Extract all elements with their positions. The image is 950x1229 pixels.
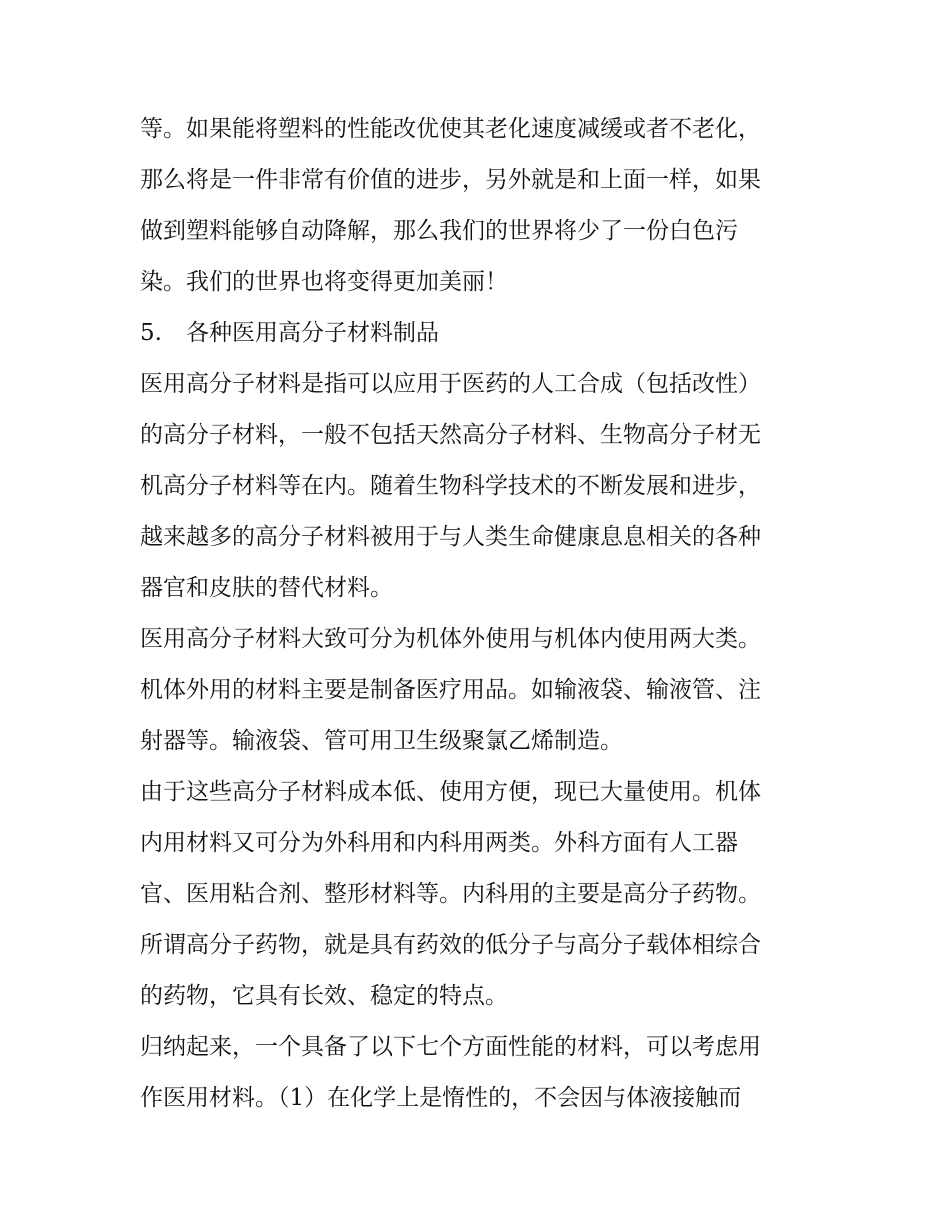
text-line: 医用高分子材料是指可以应用于医药的人工合成（包括改性） [140,371,761,397]
section-title: 各种医用高分子材料制品 [186,320,439,346]
text-line: 等。如果能将塑料的性能改优使其老化速度减缓或者不老化， [140,116,761,142]
text-line: 那么将是一件非常有价值的进步，另外就是和上面一样，如果 [140,167,761,193]
text-line: 机体外用的材料主要是制备医疗用品。如输液袋、输液管、注 [140,677,761,703]
text-line: 官、医用粘合剂、整形材料等。内科用的主要是高分子药物。 [140,881,761,907]
text-line: 的药物，它具有长效、稳定的特点。 [140,983,508,1009]
text-line: 机高分子材料等在内。随着生物科学技术的不断发展和进步， [140,473,761,499]
section-number: 5. [140,320,162,346]
text-line: 作医用材料。（1）在化学上是惰性的，不会因与体液接触而 [140,1085,742,1111]
text-line: 的高分子材料，一般不包括天然高分子材料、生物高分子材无 [140,422,761,448]
text-line: 所谓高分子药物，就是具有药效的低分子与高分子载体相综合 [140,932,761,958]
text-line: 做到塑料能够自动降解，那么我们的世界将少了一份白色污 [140,218,738,244]
section-heading [140,308,820,359]
text-line: 由于这些高分子材料成本低、使用方便，现已大量使用。机体 [140,779,761,805]
text-line: 染。我们的世界也将变得更加美丽！ [140,269,508,295]
paragraph-plastics-continuation [140,104,820,308]
text-line: 归纳起来，一个具备了以下七个方面性能的材料，可以考虑用 [140,1034,761,1060]
text-line: 内用材料又可分为外科用和内科用两类。外科方面有人工器 [140,830,738,856]
paragraph-usage [140,767,820,1022]
text-line: 射器等。输液袋、管可用卫生级聚氯乙烯制造。 [140,728,623,754]
text-line: 器官和皮肤的替代材料。 [140,575,393,601]
paragraph-summary [140,1022,820,1124]
document-text [140,104,820,1124]
paragraph-definition [140,359,820,614]
text-line: 越来越多的高分子材料被用于与人类生命健康息息相关的各种 [140,524,761,550]
text-line: 医用高分子材料大致可分为机体外使用与机体内使用两大类。 [140,626,761,652]
paragraph-classification [140,614,820,767]
